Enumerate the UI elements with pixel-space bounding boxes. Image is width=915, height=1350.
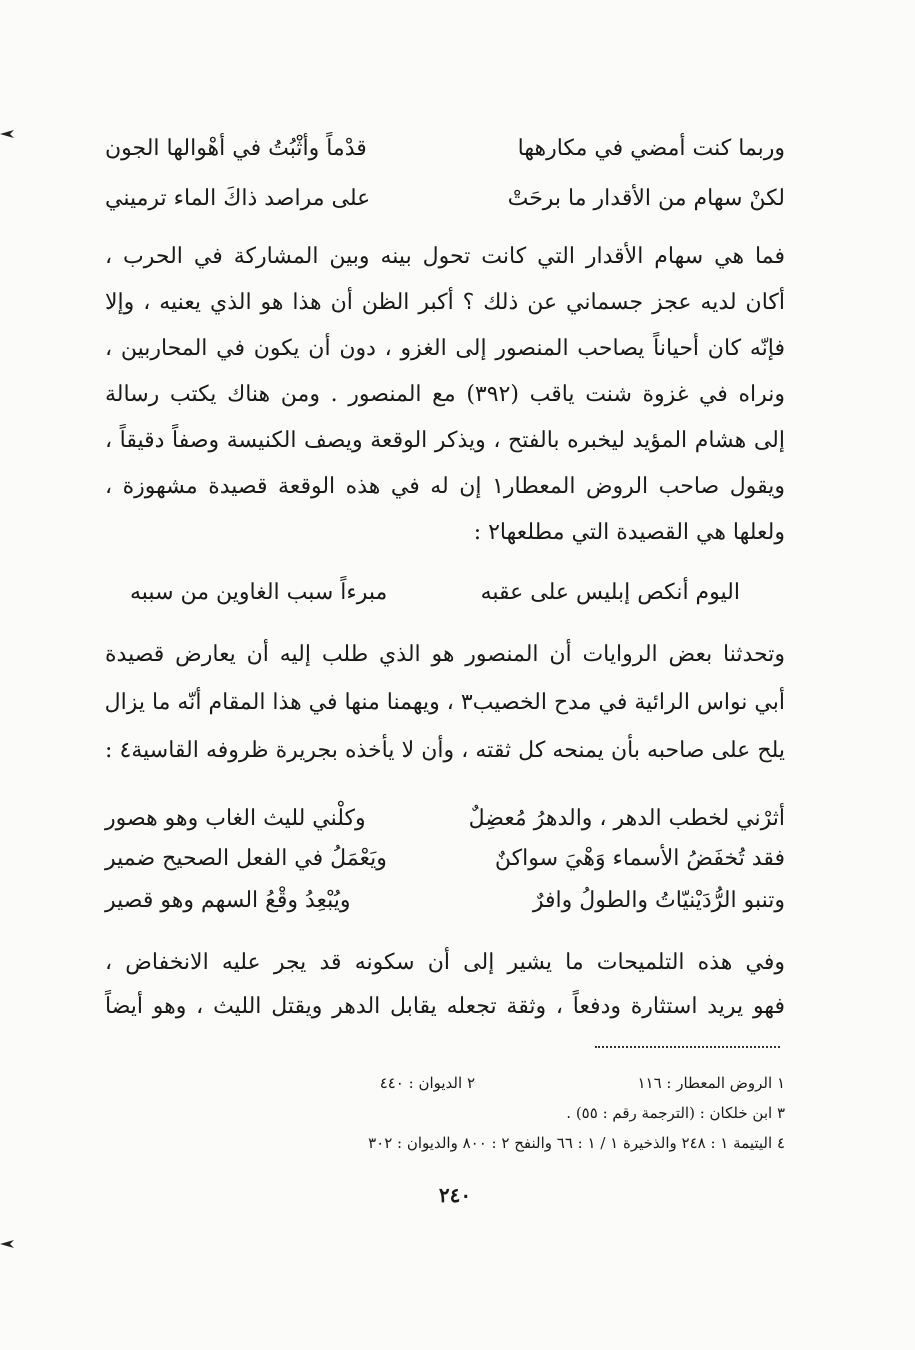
- verse-first-hemistich: وربما كنت أمضي في مكارهها: [517, 135, 785, 161]
- verse-line: [105, 128, 785, 168]
- footnote: ٤ اليتيمة ١ : ٢٤٨ والذخيرة ١ / ١ : ٦٦ والنفح ٢ : ٨٠٠ والديوان : ٣٠٢: [368, 1134, 785, 1152]
- paragraph-line: فإنّه كان أحياناً يصاحب المنصور إلى الغزو ، دون أن يكون في المحاربين ،: [105, 336, 785, 361]
- scan-edge-mark-icon: [0, 1238, 16, 1250]
- verse-second-hemistich: على مراصد ذاكَ الماء ترميني: [105, 185, 371, 211]
- paragraph-line: وتحدثنا بعض الروايات أن المنصور هو الذي طلب إليه أن يعارض قصيدة: [105, 642, 785, 667]
- footnote: ٣ ابن خلكان : (الترجمة رقم : ٥٥) .: [566, 1104, 785, 1122]
- verse-line: [105, 178, 785, 218]
- paragraph-line: أبي نواس الرائية في مدح الخصيب٣ ، ويهمنا منها في هذا المقام أنّه ما يزال: [104, 690, 785, 715]
- paragraph-line: إلى هشام المؤيد ليخبره بالفتح ، ويذكر الوقعة ويصف الكنيسة وصفاً دقيقاً ،: [105, 428, 785, 453]
- footnote: ١ الروض المعطار : ١١٦: [637, 1074, 785, 1092]
- paragraph-line: فهو يريد استثارة ودفعاً ، وثقة تجعله يقابل الدهر ويقتل الليث ، وهو أيضاً: [105, 994, 785, 1019]
- verse-second-hemistich: ويُبْعِدُ وقْعُ السهم وهو قصير: [105, 887, 351, 913]
- verse-first-hemistich: وتنبو الرُّدَيْنيّاتُ والطولُ وافرٌ: [532, 887, 785, 913]
- page-number: ٢٤٠: [438, 1183, 472, 1207]
- paragraph-line: ويقول صاحب الروض المعطار١ إن له في هذه الوقعة قصيدة مشهوزة ،: [105, 474, 785, 499]
- verse-second-hemistich: مبرءاً سبب الغاوين من سببه: [130, 580, 388, 605]
- verse-second-hemistich: قدْماً وأثْبُتُ في أهْوالها الجون: [105, 135, 367, 161]
- verse-line: [105, 798, 785, 838]
- paragraph-line: وفي هذه التلميحات ما يشير إلى أن سكونه قد يجر عليه الانخفاض ،: [105, 950, 785, 975]
- scan-edge-mark-icon: [0, 128, 16, 140]
- verse-second-hemistich: ويَعْمَلُ في الفعل الصحيح ضمير: [105, 845, 387, 871]
- verse-line: [105, 880, 785, 920]
- footnote-divider: [595, 1046, 780, 1048]
- paragraph-line: ولعلها هي القصيدة التي مطلعها٢ :: [473, 520, 785, 545]
- verse-first-hemistich: اليوم أنكص إبليس على عقبه: [480, 580, 740, 605]
- verse-line: [105, 838, 785, 878]
- paragraph-line: يلح على صاحبه بأن يمنحه كل ثقته ، وأن لا يأخذه بجريرة ظروفه القاسية٤ :: [105, 738, 786, 763]
- paragraph-line: ونراه في غزوة شنت ياقب (٣٩٢) مع المنصور . ومن هناك يكتب رسالة: [105, 382, 786, 407]
- verse-first-hemistich: لكنْ سهام من الأقدار ما برحَتْ: [507, 185, 785, 211]
- verse-line: [130, 580, 740, 605]
- paragraph-line: فما هي سهام الأقدار التي كانت تحول بينه وبين المشاركة في الحرب ،: [105, 244, 785, 269]
- verse-second-hemistich: وكلْني لليث الغاب وهو هصور: [105, 805, 366, 831]
- paragraph-line: أكان لديه عجز جسماني عن ذلك ؟ أكبر الظن أن هذا هو الذي يعنيه ، وإلا: [105, 290, 785, 315]
- verse-first-hemistich: أثرْني لخطب الدهر ، والدهرُ مُعضِلٌ: [468, 805, 785, 831]
- verse-first-hemistich: فقد تُخفَضُ الأسماء وَهْيَ سواكنٌ: [494, 845, 785, 871]
- footnote: ٢ الديوان : ٤٤٠: [379, 1074, 475, 1092]
